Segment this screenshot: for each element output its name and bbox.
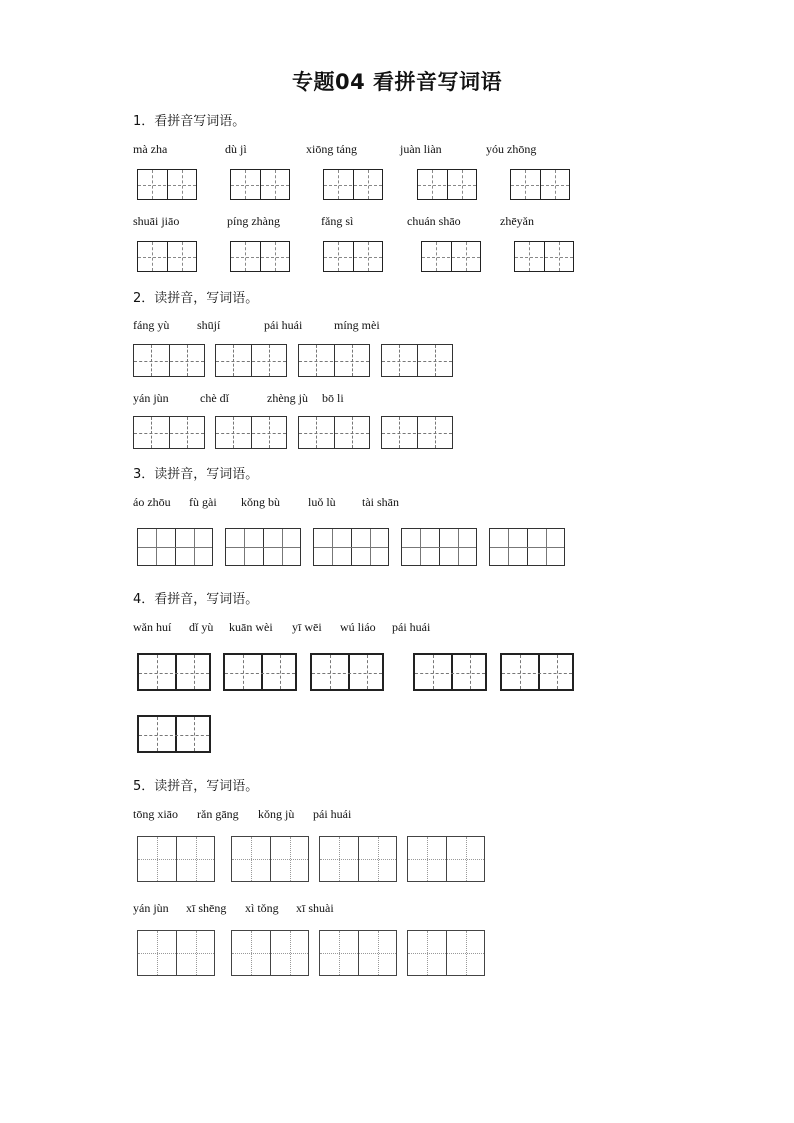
pinyin-label: dù jì xyxy=(225,142,247,156)
grid-line xyxy=(515,257,573,258)
grid-line xyxy=(433,655,434,689)
writing-box[interactable] xyxy=(407,836,485,882)
writing-box[interactable] xyxy=(323,241,383,272)
grid-line xyxy=(451,655,453,689)
writing-box[interactable] xyxy=(133,416,205,449)
pinyin-label: bō li xyxy=(322,391,344,405)
grid-line xyxy=(408,859,484,860)
pinyin-label: pái huái xyxy=(313,807,352,821)
pinyin-label: kuān wèi xyxy=(229,620,273,634)
writing-box[interactable] xyxy=(133,344,205,377)
writing-box[interactable] xyxy=(230,241,290,272)
pinyin-label: fǎng sì xyxy=(321,214,354,228)
grid-line xyxy=(243,655,244,689)
pinyin-label: píng zhàng xyxy=(227,214,280,228)
grid-line xyxy=(216,361,286,362)
grid-line xyxy=(138,547,212,548)
page-title: 专题04 看拼音写词语 xyxy=(291,70,503,94)
pinyin-label: xiōng táng xyxy=(306,142,357,156)
writing-box[interactable] xyxy=(489,528,565,566)
grid-line xyxy=(520,655,521,689)
grid-line xyxy=(320,859,396,860)
pinyin-label: zhèng jù xyxy=(267,391,308,405)
pinyin-label: xì tǒng xyxy=(245,901,279,915)
grid-line xyxy=(367,655,368,689)
grid-line xyxy=(382,433,452,434)
grid-line xyxy=(157,655,158,689)
writing-box[interactable] xyxy=(137,241,197,272)
grid-line xyxy=(312,673,382,674)
pinyin-label: kǒng bù xyxy=(241,495,280,509)
writing-box[interactable] xyxy=(514,241,574,272)
pinyin-label: tài shān xyxy=(362,495,399,509)
grid-line xyxy=(470,655,471,689)
grid-line xyxy=(502,673,572,674)
grid-line xyxy=(382,361,452,362)
question-5-heading: 5．读拼音，写词语。 xyxy=(133,779,259,794)
grid-line xyxy=(194,655,195,689)
pinyin-label: xī shēng xyxy=(186,901,227,915)
writing-box[interactable] xyxy=(231,930,309,976)
writing-box[interactable] xyxy=(223,653,297,691)
pinyin-label: luǒ lù xyxy=(308,495,336,509)
pinyin-label: yán jùn xyxy=(133,901,169,915)
pinyin-label: pái huái xyxy=(392,620,431,634)
writing-box[interactable] xyxy=(381,416,453,449)
grid-line xyxy=(490,547,564,548)
grid-line xyxy=(299,433,369,434)
pinyin-label: dǐ yù xyxy=(189,620,214,634)
writing-box[interactable] xyxy=(298,416,370,449)
grid-line xyxy=(157,717,158,751)
pinyin-label: yán jùn xyxy=(133,391,169,405)
writing-box[interactable] xyxy=(407,930,485,976)
writing-box[interactable] xyxy=(225,528,301,566)
pinyin-label: yī wēi xyxy=(292,620,322,634)
grid-line xyxy=(538,655,540,689)
writing-box[interactable] xyxy=(417,169,477,200)
grid-line xyxy=(138,185,196,186)
grid-line xyxy=(138,953,214,954)
grid-line xyxy=(194,717,195,751)
grid-line xyxy=(134,433,204,434)
writing-box[interactable] xyxy=(401,528,477,566)
writing-box[interactable] xyxy=(137,930,215,976)
pinyin-label: zhēyǎn xyxy=(500,214,534,228)
pinyin-label: tōng xiāo xyxy=(133,807,178,821)
writing-box[interactable] xyxy=(413,653,487,691)
writing-box[interactable] xyxy=(137,169,197,200)
grid-line xyxy=(348,655,350,689)
grid-line xyxy=(232,953,308,954)
writing-box[interactable] xyxy=(231,836,309,882)
grid-line xyxy=(226,547,300,548)
pinyin-label: juàn liàn xyxy=(400,142,442,156)
writing-box[interactable] xyxy=(381,344,453,377)
pinyin-label: chuán shāo xyxy=(407,214,461,228)
pinyin-label: pái huái xyxy=(264,318,303,332)
grid-line xyxy=(557,655,558,689)
pinyin-label: shuāi jiāo xyxy=(133,214,180,228)
grid-line xyxy=(408,953,484,954)
grid-line xyxy=(418,185,476,186)
pinyin-label: shūjí xyxy=(197,318,221,332)
writing-box[interactable] xyxy=(137,528,213,566)
grid-line xyxy=(231,257,289,258)
pinyin-label: rǎn gāng xyxy=(197,807,239,821)
writing-box[interactable] xyxy=(310,653,384,691)
writing-box[interactable] xyxy=(215,416,287,449)
writing-box[interactable] xyxy=(215,344,287,377)
grid-line xyxy=(422,257,480,258)
grid-line xyxy=(138,257,196,258)
grid-line xyxy=(261,655,263,689)
pinyin-label: áo zhōu xyxy=(133,495,171,509)
pinyin-label: kǒng jù xyxy=(258,807,295,821)
grid-line xyxy=(324,257,382,258)
grid-line xyxy=(415,673,485,674)
grid-line xyxy=(175,717,177,751)
pinyin-label: mà zha xyxy=(133,142,168,156)
pinyin-label: chè dǐ xyxy=(200,391,229,405)
grid-line xyxy=(175,655,177,689)
pinyin-label: xī shuài xyxy=(296,901,334,915)
grid-line xyxy=(232,859,308,860)
question-3-heading: 3．读拼音，写词语。 xyxy=(133,467,259,482)
grid-line xyxy=(324,185,382,186)
pinyin-label: míng mèi xyxy=(334,318,380,332)
writing-box[interactable] xyxy=(137,715,211,753)
grid-line xyxy=(330,655,331,689)
pinyin-label: fáng yù xyxy=(133,318,170,332)
grid-line xyxy=(134,361,204,362)
writing-box[interactable] xyxy=(230,169,290,200)
grid-line xyxy=(139,735,209,736)
pinyin-label: wú liáo xyxy=(340,620,376,634)
pinyin-label: wǎn huí xyxy=(133,620,172,634)
writing-box[interactable] xyxy=(137,836,215,882)
writing-box[interactable] xyxy=(421,241,481,272)
grid-line xyxy=(511,185,569,186)
grid-line xyxy=(320,953,396,954)
grid-line xyxy=(231,185,289,186)
grid-line xyxy=(138,859,214,860)
grid-line xyxy=(216,433,286,434)
writing-box[interactable] xyxy=(319,836,397,882)
pinyin-label: fù gài xyxy=(189,495,217,509)
question-1-heading: 1．看拼音写词语。 xyxy=(133,114,246,129)
question-2-heading: 2．读拼音，写词语。 xyxy=(133,291,259,306)
writing-box[interactable] xyxy=(137,653,211,691)
question-4-heading: 4．看拼音，写词语。 xyxy=(133,592,259,607)
pinyin-label: yóu zhōng xyxy=(486,142,537,156)
grid-line xyxy=(314,547,388,548)
grid-line xyxy=(402,547,476,548)
grid-line xyxy=(225,673,295,674)
writing-box[interactable] xyxy=(298,344,370,377)
writing-box[interactable] xyxy=(313,528,389,566)
writing-box[interactable] xyxy=(323,169,383,200)
writing-box[interactable] xyxy=(319,930,397,976)
grid-line xyxy=(299,361,369,362)
grid-line xyxy=(139,673,209,674)
writing-box[interactable] xyxy=(500,653,574,691)
grid-line xyxy=(280,655,281,689)
writing-box[interactable] xyxy=(510,169,570,200)
